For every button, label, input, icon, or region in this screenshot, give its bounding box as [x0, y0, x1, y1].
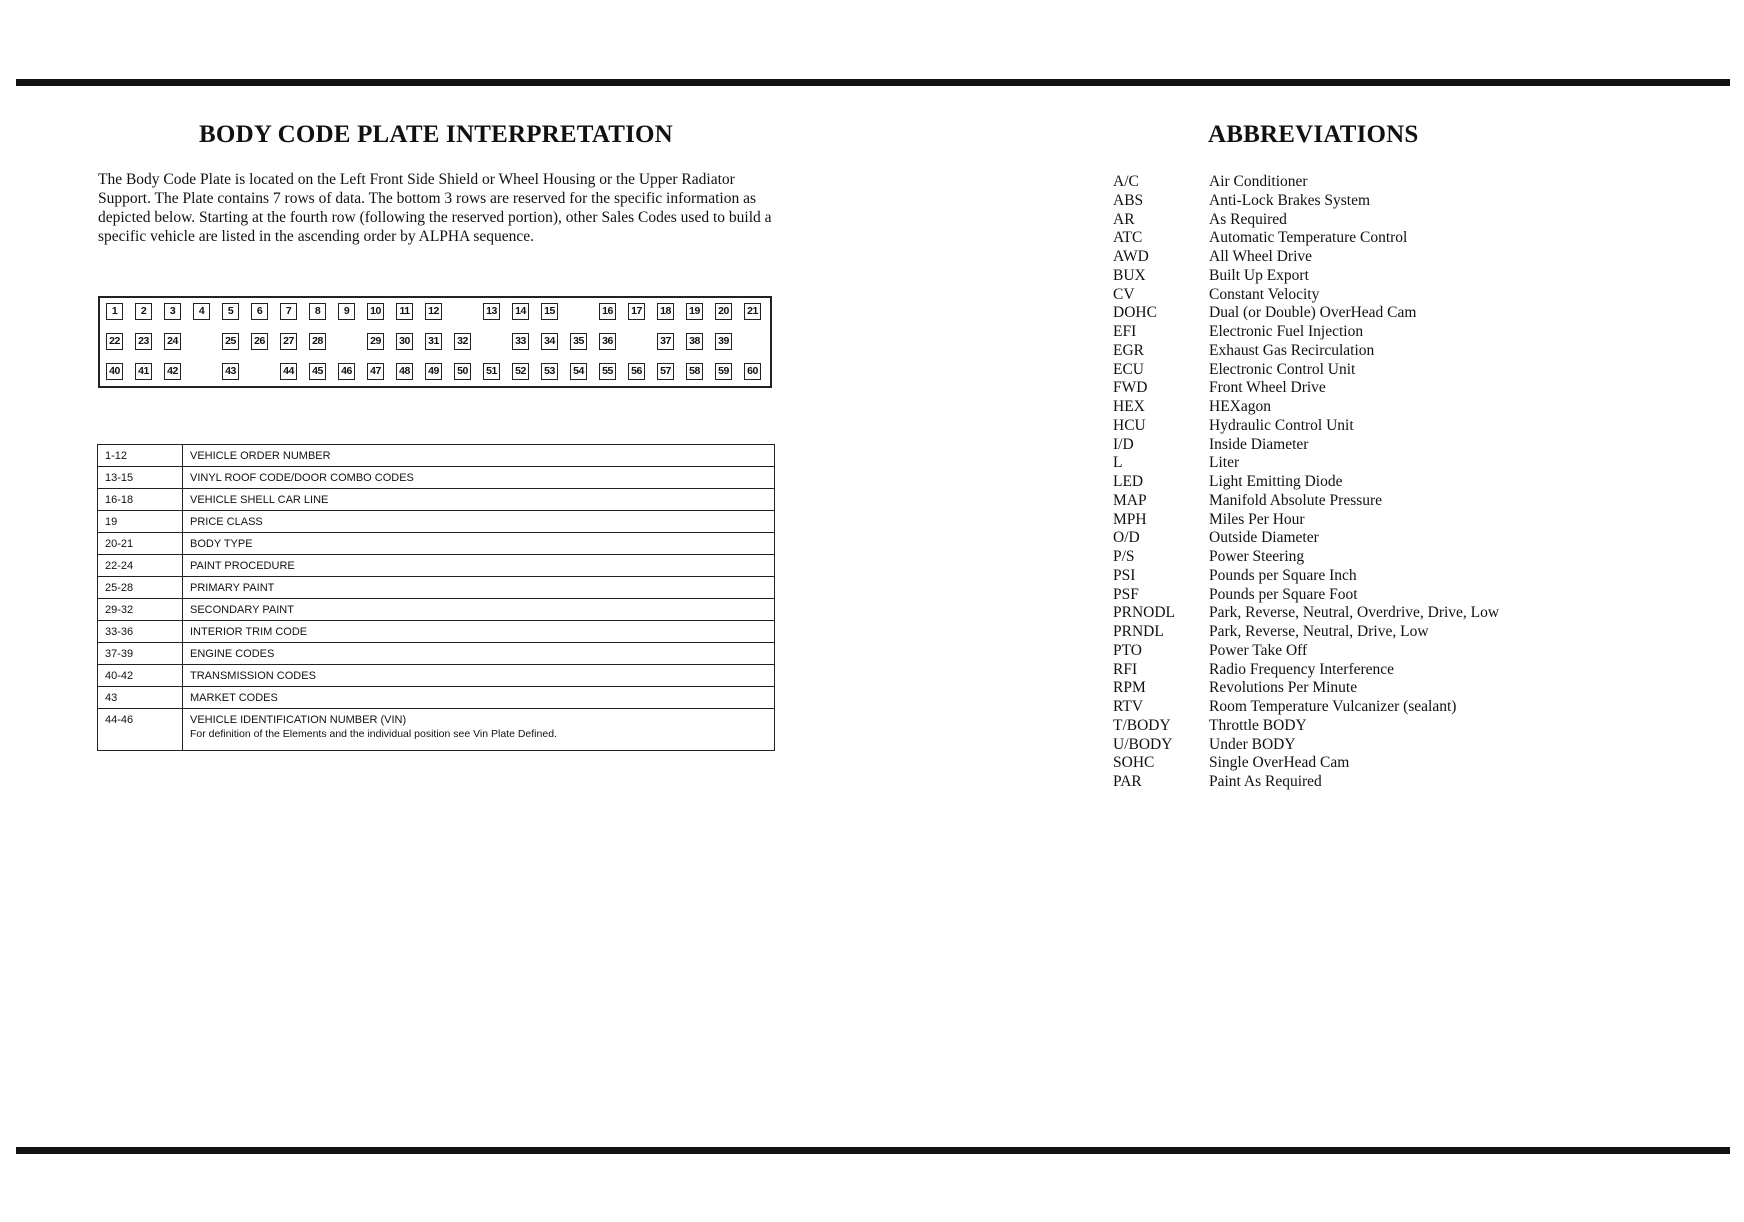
code-description: PRICE CLASS [190, 515, 263, 528]
list-item [1113, 698, 1673, 717]
code-description-cell [183, 643, 775, 665]
plate-box: 46 [338, 363, 355, 380]
abbreviation-code: T/BODY [1113, 716, 1171, 734]
plate-box: 6 [251, 303, 268, 320]
code-description-cell [183, 577, 775, 599]
abbreviation-code: P/S [1113, 548, 1135, 565]
abbreviation-code: RFI [1113, 660, 1138, 678]
code-description: VEHICLE IDENTIFICATION NUMBER (VIN) [190, 714, 407, 726]
plate-box: 29 [367, 333, 384, 350]
abbreviation-definition: Inside Diameter [1209, 435, 1309, 453]
plate-box: 31 [425, 333, 442, 350]
plate-box: 15 [541, 303, 558, 320]
plate-box: 50 [454, 363, 471, 380]
abbreviation-code: EGR [1113, 341, 1144, 359]
abbreviation-code: MPH [1113, 510, 1147, 528]
plate-box: 8 [309, 303, 326, 320]
list-item [1113, 454, 1673, 473]
abbreviation-definition: Single OverHead Cam [1209, 754, 1350, 772]
code-description: PRIMARY PAINT [190, 581, 275, 594]
code-range: 16-18 [98, 489, 183, 511]
plate-box: 47 [367, 363, 384, 380]
plate-box: 52 [512, 363, 529, 380]
abbreviation-code: RTV [1113, 698, 1144, 715]
table-row [98, 489, 775, 511]
plate-box: 48 [396, 363, 413, 380]
plate-box: 35 [570, 333, 587, 350]
code-range: 13-15 [98, 467, 183, 489]
plate-box: 7 [280, 303, 297, 320]
plate-box: 19 [686, 303, 703, 320]
abbreviation-code: RPM [1113, 679, 1146, 697]
table-row [98, 687, 775, 709]
plate-box: 26 [251, 333, 268, 350]
list-item [1113, 661, 1673, 680]
abbreviation-definition: Radio Frequency Interference [1209, 660, 1395, 678]
code-description-cell [183, 687, 775, 709]
plate-box: 17 [628, 303, 645, 320]
list-item [1113, 286, 1673, 305]
code-description-cell [183, 467, 775, 489]
table-row [98, 467, 775, 489]
abbreviation-definition: Light Emitting Diode [1209, 473, 1343, 490]
list-item [1113, 473, 1673, 492]
code-range: 40-42 [98, 665, 183, 687]
body-code-plate-title: BODY CODE PLATE INTERPRETATION [199, 121, 673, 148]
plate-box: 28 [309, 333, 326, 350]
code-description: VINYL ROOF CODE/DOOR COMBO CODES [190, 471, 414, 484]
abbreviation-definition: Power Take Off [1209, 641, 1308, 659]
code-range: 22-24 [98, 555, 183, 577]
plate-box: 60 [744, 363, 761, 380]
list-item [1113, 567, 1673, 586]
abbreviation-code: PRNODL [1113, 604, 1176, 622]
abbreviation-definition: All Wheel Drive [1209, 248, 1313, 265]
abbreviation-definition: Pounds per Square Foot [1209, 585, 1358, 603]
plate-row-2 [100, 333, 770, 357]
plate-box: 49 [425, 363, 442, 380]
code-range: 37-39 [98, 643, 183, 665]
code-range: 1-12 [98, 445, 183, 467]
plate-box: 10 [367, 303, 384, 320]
plate-box: 32 [454, 333, 471, 350]
list-item [1113, 642, 1673, 661]
list-item [1113, 398, 1673, 417]
plate-box: 38 [686, 333, 703, 350]
abbreviation-definition: Park, Reverse, Neutral, Drive, Low [1209, 623, 1429, 640]
table-row [98, 665, 775, 687]
plate-box: 37 [657, 333, 674, 350]
abbreviation-definition: Exhaust Gas Recirculation [1209, 341, 1375, 359]
abbreviation-definition: Revolutions Per Minute [1209, 679, 1358, 697]
plate-box: 42 [164, 363, 181, 380]
code-description: INTERIOR TRIM CODE [190, 625, 308, 638]
top-rule [16, 79, 1730, 86]
abbreviation-definition: Anti-Lock Brakes System [1209, 191, 1371, 209]
plate-box: 54 [570, 363, 587, 380]
plate-box: 33 [512, 333, 529, 350]
code-description: VEHICLE SHELL CAR LINE [190, 493, 329, 506]
abbreviation-code: AWD [1113, 248, 1149, 265]
list-item [1113, 211, 1673, 230]
abbreviation-definition: Dual (or Double) OverHead Cam [1209, 304, 1417, 322]
plate-box: 51 [483, 363, 500, 380]
abbreviation-definition: As Required [1209, 210, 1287, 228]
abbreviation-code: AR [1113, 210, 1135, 228]
table-row [98, 445, 775, 467]
abbreviation-code: L [1113, 454, 1123, 472]
abbreviation-code: PRNDL [1113, 623, 1164, 640]
code-range: 20-21 [98, 533, 183, 555]
plate-box: 13 [483, 303, 500, 320]
plate-box: 2 [135, 303, 152, 320]
table-row [98, 577, 775, 599]
list-item [1113, 773, 1673, 792]
body-code-table [97, 444, 775, 751]
plate-box: 1 [106, 303, 123, 320]
plate-box: 45 [309, 363, 326, 380]
abbreviation-code: MAP [1113, 491, 1147, 509]
abbreviation-code: U/BODY [1113, 735, 1173, 753]
code-description: MARKET CODES [190, 691, 278, 704]
plate-box: 39 [715, 333, 732, 350]
abbreviation-definition: Air Conditioner [1209, 173, 1308, 190]
abbreviation-code: ATC [1113, 229, 1143, 247]
plate-box: 41 [135, 363, 152, 380]
plate-box: 44 [280, 363, 297, 380]
abbreviations-title: ABBREVIATIONS [1208, 121, 1419, 148]
plate-box: 43 [222, 363, 239, 380]
abbreviation-code: FWD [1113, 379, 1148, 397]
abbreviation-code: HCU [1113, 416, 1146, 434]
plate-box: 22 [106, 333, 123, 350]
abbreviation-definition: Built Up Export [1209, 266, 1309, 284]
plate-box: 57 [657, 363, 674, 380]
list-item [1113, 361, 1673, 380]
abbreviation-definition: Paint As Required [1209, 773, 1322, 790]
list-item [1113, 679, 1673, 698]
code-description: PAINT PROCEDURE [190, 559, 295, 572]
plate-box: 59 [715, 363, 732, 380]
plate-box: 55 [599, 363, 616, 380]
list-item [1113, 604, 1673, 623]
plate-box: 18 [657, 303, 674, 320]
code-description: BODY TYPE [190, 537, 253, 550]
abbreviation-definition: Front Wheel Drive [1209, 379, 1326, 397]
code-range: 44-46 [98, 709, 183, 751]
plate-row-1 [100, 303, 770, 327]
code-range: 29-32 [98, 599, 183, 621]
code-description: TRANSMISSION CODES [190, 669, 316, 682]
list-item [1113, 623, 1673, 642]
abbreviation-code: HEX [1113, 398, 1145, 415]
plate-box: 24 [164, 333, 181, 350]
abbreviation-definition: Hydraulic Control Unit [1209, 416, 1354, 434]
abbreviation-code: LED [1113, 473, 1144, 490]
code-description-cell [183, 511, 775, 533]
abbreviation-code: PSF [1113, 585, 1139, 603]
plate-box: 34 [541, 333, 558, 350]
abbreviation-definition: Pounds per Square Inch [1209, 566, 1357, 584]
list-item [1113, 323, 1673, 342]
list-item [1113, 492, 1673, 511]
abbreviation-code: EFI [1113, 323, 1137, 340]
plate-box: 16 [599, 303, 616, 320]
plate-box: 5 [222, 303, 239, 320]
table-row [98, 533, 775, 555]
code-description-cell [183, 621, 775, 643]
abbreviation-definition: Manifold Absolute Pressure [1209, 491, 1383, 509]
table-row [98, 621, 775, 643]
abbreviation-code: ABS [1113, 191, 1144, 209]
code-description-cell [183, 599, 775, 621]
plate-row-3 [100, 363, 770, 387]
list-item [1113, 754, 1673, 773]
abbreviation-code: O/D [1113, 529, 1140, 547]
abbreviation-definition: Miles Per Hour [1209, 510, 1305, 528]
table-row [98, 643, 775, 665]
list-item [1113, 511, 1673, 530]
abbreviation-code: I/D [1113, 435, 1134, 453]
abbreviation-definition: Constant Velocity [1209, 285, 1320, 303]
abbreviation-code: PAR [1113, 773, 1142, 790]
code-description-cell [183, 445, 775, 467]
list-item [1113, 417, 1673, 436]
abbreviation-code: PSI [1113, 566, 1136, 584]
list-item [1113, 267, 1673, 286]
list-item [1113, 529, 1673, 548]
list-item [1113, 379, 1673, 398]
list-item [1113, 248, 1673, 267]
code-description: VEHICLE ORDER NUMBER [190, 449, 331, 462]
abbreviation-definition: Throttle BODY [1209, 716, 1307, 734]
plate-box: 25 [222, 333, 239, 350]
plate-box: 21 [744, 303, 761, 320]
table-row [98, 555, 775, 577]
body-code-plate-intro: The Body Code Plate is located on the Left Front Side Shield or Wheel Housing or the Upper Radiator Support. The Plate contains 7 rows of data. The bottom 3 rows are reserved for the specific information as depicted below. Starting at the fourth row (following the reserved portion), other Sales Codes used to build a specific vehicle are listed in the ascending order by ALPHA sequence. [98, 171, 772, 245]
plate-box: 14 [512, 303, 529, 320]
code-description: ENGINE CODES [190, 647, 275, 660]
abbreviation-code: CV [1113, 285, 1135, 303]
code-range: 33-36 [98, 621, 183, 643]
abbreviations-list [1113, 173, 1673, 792]
table-row [98, 599, 775, 621]
abbreviation-definition: Outside Diameter [1209, 529, 1319, 547]
plate-box: 3 [164, 303, 181, 320]
plate-box: 58 [686, 363, 703, 380]
abbreviation-code: PTO [1113, 641, 1143, 659]
list-item [1113, 436, 1673, 455]
abbreviation-definition: Electronic Control Unit [1209, 360, 1356, 378]
code-description-cell [183, 665, 775, 687]
list-item [1113, 173, 1673, 192]
plate-box: 40 [106, 363, 123, 380]
list-item [1113, 304, 1673, 323]
plate-box: 56 [628, 363, 645, 380]
plate-box: 23 [135, 333, 152, 350]
plate-box: 36 [599, 333, 616, 350]
table-row [98, 709, 775, 751]
list-item [1113, 192, 1673, 211]
list-item [1113, 736, 1673, 755]
plate-box: 30 [396, 333, 413, 350]
list-item [1113, 586, 1673, 605]
plate-box: 20 [715, 303, 732, 320]
code-description-cell [183, 489, 775, 511]
code-range: 19 [98, 511, 183, 533]
abbreviation-code: DOHC [1113, 304, 1157, 322]
code-description-cell [183, 555, 775, 577]
abbreviation-code: A/C [1113, 173, 1139, 190]
plate-box: 9 [338, 303, 355, 320]
abbreviation-definition: Under BODY [1209, 735, 1296, 753]
code-range: 25-28 [98, 577, 183, 599]
abbreviation-definition: Electronic Fuel Injection [1209, 323, 1364, 340]
code-description-cell [183, 533, 775, 555]
list-item [1113, 548, 1673, 567]
bottom-rule [16, 1147, 1730, 1154]
list-item [1113, 229, 1673, 248]
abbreviation-code: BUX [1113, 266, 1146, 284]
table-row [98, 511, 775, 533]
abbreviation-definition: Power Steering [1209, 548, 1305, 565]
plate-box: 27 [280, 333, 297, 350]
abbreviation-definition: Automatic Temperature Control [1209, 229, 1408, 247]
code-description: SECONDARY PAINT [190, 603, 294, 616]
abbreviation-definition: Room Temperature Vulcanizer (sealant) [1209, 698, 1457, 715]
abbreviation-definition: Park, Reverse, Neutral, Overdrive, Drive, Low [1209, 604, 1500, 622]
code-range: 43 [98, 687, 183, 709]
list-item [1113, 342, 1673, 361]
plate-box: 4 [193, 303, 210, 320]
code-description-cell [183, 709, 775, 751]
plate-box: 11 [396, 303, 413, 320]
plate-box: 53 [541, 363, 558, 380]
body-code-plate-diagram [98, 296, 772, 388]
plate-box: 12 [425, 303, 442, 320]
abbreviation-code: ECU [1113, 360, 1144, 378]
abbreviation-definition: Liter [1209, 454, 1240, 472]
code-note: For definition of the Elements and the individual position see Vin Plate Defined. [190, 728, 557, 740]
abbreviation-definition: HEXagon [1209, 398, 1271, 415]
abbreviation-code: SOHC [1113, 754, 1155, 772]
list-item [1113, 717, 1673, 736]
